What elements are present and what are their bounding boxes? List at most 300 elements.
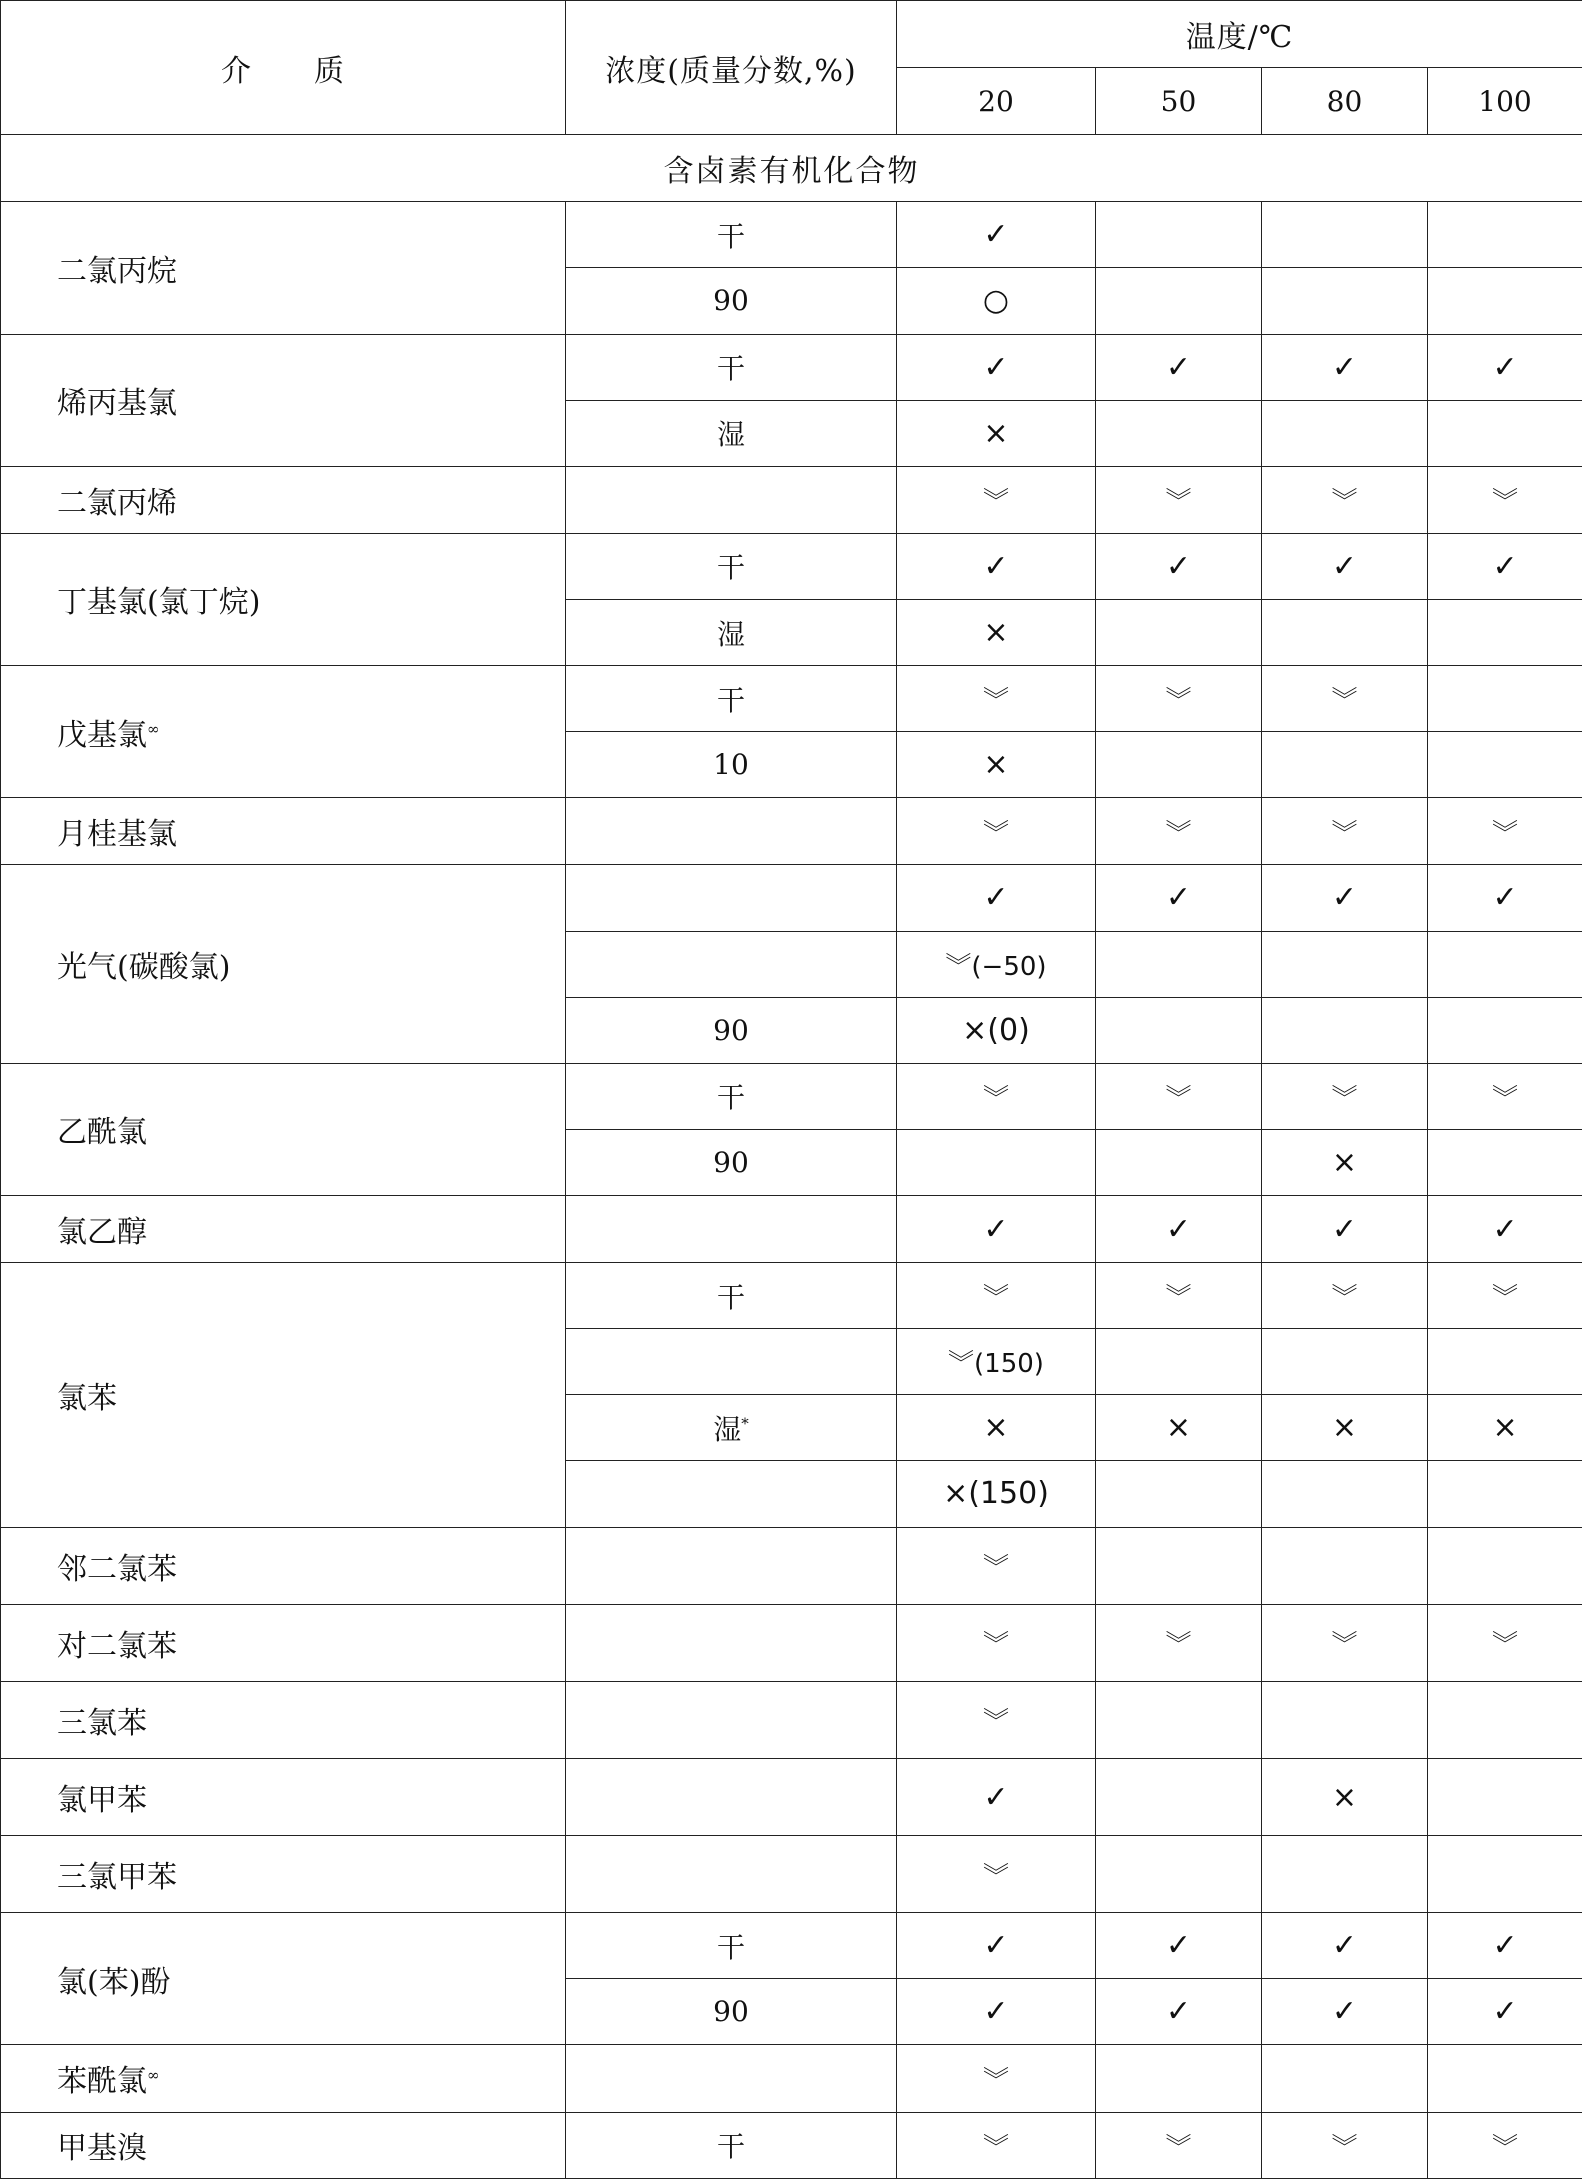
header-row-1 bbox=[1, 1, 1582, 68]
rating-cell-80 bbox=[1262, 1329, 1428, 1395]
rating-cell-80 bbox=[1262, 202, 1428, 268]
table-row bbox=[1, 1681, 1582, 1758]
header-temperature: 温度/℃ bbox=[897, 1, 1582, 68]
concentration-value: 干 bbox=[716, 352, 745, 386]
concentration-cell bbox=[566, 1395, 897, 1461]
rating-cell-20 bbox=[897, 1979, 1096, 2045]
rating-cell-50 bbox=[1096, 400, 1262, 466]
rating-mark: ︾ bbox=[982, 487, 1009, 518]
rating-cell-80 bbox=[1262, 400, 1428, 466]
rating-mark: ✓ bbox=[1165, 1994, 1192, 2030]
concentration-value: 干 bbox=[716, 683, 745, 717]
rating-cell-50 bbox=[1096, 1913, 1262, 1979]
table-row bbox=[1, 466, 1582, 533]
medium-cell bbox=[1, 865, 566, 1063]
rating-cell-100 bbox=[1428, 334, 1582, 400]
rating-mark: ︾ bbox=[982, 1283, 1009, 1314]
rating-cell-20 bbox=[897, 268, 1096, 334]
rating-mark: ✓ bbox=[1331, 548, 1358, 584]
table-row bbox=[1, 2112, 1582, 2178]
rating-cell-100 bbox=[1428, 400, 1582, 466]
rating-cell-50 bbox=[1096, 1681, 1262, 1758]
rating-mark: × bbox=[1331, 1144, 1358, 1180]
rating-mark: ︾ bbox=[1492, 1630, 1519, 1661]
rating-mark: ︾ bbox=[1165, 487, 1192, 518]
rating-cell-50 bbox=[1096, 2045, 1262, 2112]
rating-mark: ︾ bbox=[982, 2132, 1009, 2163]
rating-cell-50 bbox=[1096, 334, 1262, 400]
rating-cell-100 bbox=[1428, 732, 1582, 798]
rating-cell-80 bbox=[1262, 1195, 1428, 1262]
rating-mark: ︾ bbox=[982, 2065, 1009, 2096]
rating-mark: ✓ bbox=[1331, 1211, 1358, 1247]
rating-mark: ✓ bbox=[983, 880, 1009, 916]
rating-mark: ✓ bbox=[1492, 880, 1518, 916]
concentration-cell bbox=[566, 666, 897, 732]
rating-cell-100 bbox=[1428, 1195, 1582, 1262]
rating-mark: ︾ bbox=[1331, 487, 1358, 518]
rating-cell-20 bbox=[897, 1461, 1096, 1527]
rating-cell-20 bbox=[897, 2045, 1096, 2112]
rating-cell-50 bbox=[1096, 1329, 1262, 1395]
rating-mark: ︾(150) bbox=[948, 1349, 1044, 1380]
rating-cell-80 bbox=[1262, 1836, 1428, 1913]
header-temp-80: 80 bbox=[1262, 68, 1428, 135]
concentration-cell bbox=[566, 798, 897, 865]
concentration-value: 干 bbox=[716, 551, 745, 585]
table-row bbox=[1, 1263, 1582, 1329]
rating-cell-50 bbox=[1096, 202, 1262, 268]
rating-cell-20 bbox=[897, 1329, 1096, 1395]
medium-name: 氯苯 bbox=[57, 1380, 117, 1416]
table-row bbox=[1, 2045, 1582, 2112]
medium-name: 三氯甲苯 bbox=[57, 1860, 177, 1896]
rating-cell-20 bbox=[897, 466, 1096, 533]
rating-cell-20 bbox=[897, 202, 1096, 268]
rating-mark: × bbox=[1165, 1410, 1192, 1446]
concentration-value: 干 bbox=[716, 219, 745, 253]
rating-cell-20 bbox=[897, 732, 1096, 798]
section-title: 含卤素有机化合物 bbox=[1, 135, 1582, 202]
medium-name: 氯(苯)酚 bbox=[57, 1964, 171, 2000]
table-body bbox=[1, 1, 1582, 2179]
table-row bbox=[1, 533, 1582, 599]
rating-cell-80 bbox=[1262, 1681, 1428, 1758]
rating-cell-20 bbox=[897, 997, 1096, 1063]
rating-cell-20 bbox=[897, 1913, 1096, 1979]
header-temp-50: 50 bbox=[1096, 68, 1262, 135]
concentration-value: 10 bbox=[713, 748, 749, 782]
concentration-cell bbox=[566, 466, 897, 533]
rating-cell-80 bbox=[1262, 666, 1428, 732]
rating-cell-100 bbox=[1428, 865, 1582, 931]
rating-cell-50 bbox=[1096, 466, 1262, 533]
rating-mark: ✓ bbox=[1165, 880, 1192, 916]
rating-mark: ︾ bbox=[1331, 686, 1358, 717]
concentration-value: 90 bbox=[713, 1995, 749, 2029]
concentration-cell bbox=[566, 1195, 897, 1262]
rating-mark: ✓ bbox=[1492, 349, 1518, 385]
rating-mark: × bbox=[1331, 1410, 1358, 1446]
rating-mark: ✓ bbox=[983, 217, 1009, 253]
rating-cell-100 bbox=[1428, 1063, 1582, 1129]
medium-name: 乙酰氯 bbox=[57, 1115, 147, 1151]
concentration-cell bbox=[566, 1263, 897, 1329]
medium-cell bbox=[1, 466, 566, 533]
rating-cell-50 bbox=[1096, 931, 1262, 997]
table-row bbox=[1, 798, 1582, 865]
rating-mark: ︾ bbox=[982, 1861, 1009, 1892]
rating-mark: ✓ bbox=[1492, 1211, 1518, 1247]
concentration-cell bbox=[566, 1758, 897, 1835]
rating-mark: ✓ bbox=[983, 548, 1009, 584]
rating-cell-80 bbox=[1262, 1263, 1428, 1329]
rating-cell-100 bbox=[1428, 2045, 1582, 2112]
concentration-cell bbox=[566, 1527, 897, 1604]
rating-cell-50 bbox=[1096, 1527, 1262, 1604]
rating-cell-80 bbox=[1262, 732, 1428, 798]
rating-cell-20 bbox=[897, 1758, 1096, 1835]
medium-name: 丁基氯(氯丁烷) bbox=[57, 585, 261, 621]
rating-cell-80 bbox=[1262, 1527, 1428, 1604]
rating-cell-100 bbox=[1428, 1329, 1582, 1395]
rating-cell-80 bbox=[1262, 533, 1428, 599]
rating-mark: ︾ bbox=[1492, 818, 1519, 849]
rating-mark: ✓ bbox=[1492, 548, 1518, 584]
rating-cell-80 bbox=[1262, 1063, 1428, 1129]
rating-mark: ︾ bbox=[982, 1083, 1009, 1114]
concentration-footnote-mark: * bbox=[741, 1414, 749, 1433]
rating-mark: ︾ bbox=[1165, 2132, 1192, 2163]
concentration-value: 90 bbox=[713, 1145, 749, 1179]
concentration-value: 湿 bbox=[716, 418, 745, 452]
rating-mark: ︾ bbox=[1492, 1083, 1519, 1114]
rating-cell-100 bbox=[1428, 666, 1582, 732]
rating-cell-50 bbox=[1096, 1129, 1262, 1195]
rating-cell-50 bbox=[1096, 1263, 1262, 1329]
rating-cell-20 bbox=[897, 666, 1096, 732]
concentration-cell bbox=[566, 1913, 897, 1979]
rating-mark: ✓ bbox=[1492, 1994, 1518, 2030]
rating-mark: ︾ bbox=[982, 686, 1009, 717]
rating-mark: ✓ bbox=[983, 1779, 1009, 1815]
rating-cell-20 bbox=[897, 1195, 1096, 1262]
rating-cell-50 bbox=[1096, 1979, 1262, 2045]
rating-cell-50 bbox=[1096, 1195, 1262, 1262]
rating-cell-100 bbox=[1428, 2112, 1582, 2178]
rating-cell-50 bbox=[1096, 599, 1262, 665]
medium-name: 三氯苯 bbox=[57, 1705, 147, 1741]
rating-cell-20 bbox=[897, 400, 1096, 466]
medium-cell bbox=[1, 2045, 566, 2112]
table-row bbox=[1, 1913, 1582, 1979]
rating-cell-50 bbox=[1096, 533, 1262, 599]
medium-cell bbox=[1, 202, 566, 334]
rating-mark: ×(0) bbox=[962, 1012, 1030, 1048]
rating-mark: ✓ bbox=[1331, 880, 1358, 916]
medium-cell bbox=[1, 1758, 566, 1835]
rating-mark: ︾ bbox=[1165, 1283, 1192, 1314]
medium-cell bbox=[1, 2112, 566, 2178]
rating-cell-20 bbox=[897, 533, 1096, 599]
medium-name: 二氯丙烯 bbox=[57, 485, 177, 521]
concentration-cell bbox=[566, 865, 897, 931]
rating-mark: ︾ bbox=[982, 818, 1009, 849]
rating-cell-50 bbox=[1096, 268, 1262, 334]
rating-mark: ︾ bbox=[1165, 1630, 1192, 1661]
rating-cell-80 bbox=[1262, 1913, 1428, 1979]
rating-cell-100 bbox=[1428, 1263, 1582, 1329]
rating-cell-50 bbox=[1096, 1461, 1262, 1527]
rating-mark: ︾ bbox=[982, 1707, 1009, 1738]
rating-mark: ✓ bbox=[1165, 548, 1192, 584]
rating-cell-50 bbox=[1096, 798, 1262, 865]
medium-cell bbox=[1, 1913, 566, 2045]
rating-cell-50 bbox=[1096, 1604, 1262, 1681]
concentration-cell bbox=[566, 997, 897, 1063]
medium-name: 对二氯苯 bbox=[57, 1628, 177, 1664]
medium-cell bbox=[1, 798, 566, 865]
table-row bbox=[1, 1527, 1582, 1604]
medium-cell bbox=[1, 1063, 566, 1195]
rating-cell-50 bbox=[1096, 865, 1262, 931]
rating-mark: × bbox=[1331, 1779, 1358, 1815]
medium-name: 戊基氯 bbox=[57, 717, 147, 753]
table-row bbox=[1, 1063, 1582, 1129]
rating-mark: ︾ bbox=[982, 1630, 1009, 1661]
rating-cell-100 bbox=[1428, 268, 1582, 334]
medium-name: 苯酰氯 bbox=[57, 2064, 147, 2100]
medium-name: 邻二氯苯 bbox=[57, 1551, 177, 1587]
medium-name: 氯乙醇 bbox=[57, 1215, 147, 1251]
rating-cell-80 bbox=[1262, 466, 1428, 533]
concentration-value: 90 bbox=[713, 284, 749, 318]
concentration-cell bbox=[566, 2045, 897, 2112]
medium-cell bbox=[1, 1527, 566, 1604]
rating-mark: ✓ bbox=[983, 349, 1009, 385]
rating-mark: ✓ bbox=[1492, 1928, 1518, 1964]
rating-mark: ✓ bbox=[1165, 1928, 1192, 1964]
rating-mark: ︾ bbox=[1492, 2132, 1519, 2163]
medium-name: 二氯丙烷 bbox=[57, 253, 177, 289]
rating-mark: ✓ bbox=[983, 1211, 1009, 1247]
rating-mark: ︾ bbox=[1492, 1283, 1519, 1314]
concentration-cell bbox=[566, 1329, 897, 1395]
rating-cell-50 bbox=[1096, 666, 1262, 732]
rating-cell-80 bbox=[1262, 334, 1428, 400]
medium-footnote-mark: ∞ bbox=[147, 2066, 160, 2085]
table-row bbox=[1, 1195, 1582, 1262]
rating-mark: ︾ bbox=[982, 1553, 1009, 1584]
rating-cell-100 bbox=[1428, 1758, 1582, 1835]
rating-mark: ✓ bbox=[1331, 349, 1358, 385]
rating-mark: ○ bbox=[982, 283, 1010, 319]
rating-mark: ✓ bbox=[983, 1928, 1009, 1964]
concentration-cell bbox=[566, 533, 897, 599]
concentration-cell bbox=[566, 1063, 897, 1129]
concentration-cell bbox=[566, 400, 897, 466]
rating-mark: ✓ bbox=[1165, 1211, 1192, 1247]
rating-cell-50 bbox=[1096, 1758, 1262, 1835]
rating-cell-50 bbox=[1096, 997, 1262, 1063]
table-row bbox=[1, 1836, 1582, 1913]
concentration-cell bbox=[566, 1681, 897, 1758]
concentration-value: 干 bbox=[716, 1930, 745, 1964]
rating-cell-80 bbox=[1262, 2112, 1428, 2178]
rating-cell-80 bbox=[1262, 931, 1428, 997]
rating-mark: × bbox=[983, 415, 1009, 451]
rating-mark: ︾ bbox=[1165, 1083, 1192, 1114]
rating-cell-50 bbox=[1096, 1063, 1262, 1129]
rating-cell-20 bbox=[897, 1063, 1096, 1129]
rating-mark: ︾ bbox=[1165, 818, 1192, 849]
rating-cell-20 bbox=[897, 334, 1096, 400]
rating-cell-100 bbox=[1428, 1913, 1582, 1979]
medium-name: 光气(碳酸氯) bbox=[57, 950, 231, 986]
rating-cell-100 bbox=[1428, 1604, 1582, 1681]
rating-mark: × bbox=[983, 747, 1009, 783]
concentration-cell bbox=[566, 931, 897, 997]
rating-cell-50 bbox=[1096, 2112, 1262, 2178]
concentration-cell bbox=[566, 1461, 897, 1527]
rating-cell-50 bbox=[1096, 732, 1262, 798]
rating-cell-100 bbox=[1428, 533, 1582, 599]
concentration-value: 干 bbox=[716, 1280, 745, 1314]
rating-cell-100 bbox=[1428, 1129, 1582, 1195]
concentration-value: 干 bbox=[716, 2130, 745, 2164]
rating-cell-80 bbox=[1262, 599, 1428, 665]
medium-cell bbox=[1, 1681, 566, 1758]
concentration-cell bbox=[566, 732, 897, 798]
rating-cell-80 bbox=[1262, 1461, 1428, 1527]
rating-cell-20 bbox=[897, 1604, 1096, 1681]
medium-name: 氯甲苯 bbox=[57, 1783, 147, 1818]
concentration-cell bbox=[566, 1979, 897, 2045]
table-row bbox=[1, 202, 1582, 268]
rating-cell-100 bbox=[1428, 931, 1582, 997]
rating-cell-80 bbox=[1262, 798, 1428, 865]
medium-footnote-mark: ∞ bbox=[147, 719, 160, 738]
rating-cell-80 bbox=[1262, 1758, 1428, 1835]
header-concentration: 浓度(质量分数,%) bbox=[566, 1, 897, 135]
rating-mark: ✓ bbox=[1331, 1994, 1358, 2030]
rating-cell-20 bbox=[897, 798, 1096, 865]
rating-cell-80 bbox=[1262, 268, 1428, 334]
medium-cell bbox=[1, 1263, 566, 1527]
rating-cell-20 bbox=[897, 1836, 1096, 1913]
rating-cell-100 bbox=[1428, 466, 1582, 533]
medium-name: 烯丙基氯 bbox=[57, 386, 177, 422]
concentration-cell bbox=[566, 599, 897, 665]
rating-mark: ×(150) bbox=[943, 1476, 1049, 1512]
rating-cell-20 bbox=[897, 931, 1096, 997]
medium-cell bbox=[1, 1604, 566, 1681]
rating-cell-80 bbox=[1262, 865, 1428, 931]
table-row bbox=[1, 1604, 1582, 1681]
rating-mark: × bbox=[983, 615, 1009, 651]
rating-cell-100 bbox=[1428, 1527, 1582, 1604]
section-row bbox=[1, 135, 1582, 202]
rating-cell-50 bbox=[1096, 1836, 1262, 1913]
rating-mark: ︾ bbox=[1331, 1283, 1358, 1314]
rating-cell-20 bbox=[897, 2112, 1096, 2178]
rating-cell-80 bbox=[1262, 1395, 1428, 1461]
concentration-value: 干 bbox=[716, 1081, 745, 1115]
table-row bbox=[1, 1758, 1582, 1835]
rating-mark: ︾ bbox=[1331, 2132, 1358, 2163]
rating-cell-50 bbox=[1096, 1395, 1262, 1461]
table-row bbox=[1, 334, 1582, 400]
rating-cell-100 bbox=[1428, 1395, 1582, 1461]
concentration-value: 湿 bbox=[716, 617, 745, 651]
rating-cell-100 bbox=[1428, 1461, 1582, 1527]
rating-cell-20 bbox=[897, 1527, 1096, 1604]
table-row bbox=[1, 666, 1582, 732]
rating-mark: ✓ bbox=[1331, 1928, 1358, 1964]
rating-cell-20 bbox=[897, 1263, 1096, 1329]
medium-cell bbox=[1, 334, 566, 466]
rating-cell-100 bbox=[1428, 1681, 1582, 1758]
rating-cell-20 bbox=[897, 599, 1096, 665]
rating-mark: × bbox=[1492, 1410, 1518, 1446]
concentration-cell bbox=[566, 268, 897, 334]
rating-cell-100 bbox=[1428, 997, 1582, 1063]
rating-cell-80 bbox=[1262, 1129, 1428, 1195]
rating-cell-100 bbox=[1428, 202, 1582, 268]
rating-mark: ︾ bbox=[1331, 1630, 1358, 1661]
concentration-cell bbox=[566, 334, 897, 400]
rating-cell-100 bbox=[1428, 1979, 1582, 2045]
rating-mark: ︾ bbox=[1165, 686, 1192, 717]
rating-cell-20 bbox=[897, 1395, 1096, 1461]
rating-cell-80 bbox=[1262, 2045, 1428, 2112]
table-row bbox=[1, 865, 1582, 931]
concentration-cell bbox=[566, 1836, 897, 1913]
rating-mark: ︾ bbox=[1331, 818, 1358, 849]
medium-cell bbox=[1, 533, 566, 665]
header-medium: 介 质 bbox=[1, 1, 566, 135]
rating-mark: ✓ bbox=[983, 1994, 1009, 2030]
rating-cell-20 bbox=[897, 865, 1096, 931]
medium-name: 甲基溴 bbox=[57, 2131, 147, 2167]
concentration-value: 90 bbox=[713, 1013, 749, 1047]
medium-name: 月桂基氯 bbox=[57, 817, 177, 853]
medium-cell bbox=[1, 1195, 566, 1262]
rating-cell-80 bbox=[1262, 1604, 1428, 1681]
rating-cell-20 bbox=[897, 1681, 1096, 1758]
rating-mark: × bbox=[983, 1410, 1009, 1446]
concentration-cell bbox=[566, 1604, 897, 1681]
rating-mark: ✓ bbox=[1165, 349, 1192, 385]
medium-cell bbox=[1, 1836, 566, 1913]
rating-cell-100 bbox=[1428, 599, 1582, 665]
medium-cell bbox=[1, 666, 566, 798]
rating-mark: ︾(−50) bbox=[945, 951, 1047, 982]
rating-cell-80 bbox=[1262, 1979, 1428, 2045]
concentration-cell bbox=[566, 202, 897, 268]
rating-cell-100 bbox=[1428, 1836, 1582, 1913]
rating-mark: ︾ bbox=[1492, 487, 1519, 518]
rating-cell-20 bbox=[897, 1129, 1096, 1195]
rating-mark: ︾ bbox=[1331, 1083, 1358, 1114]
header-temp-100: 100 bbox=[1428, 68, 1582, 135]
header-temp-20: 20 bbox=[897, 68, 1096, 135]
concentration-cell bbox=[566, 2112, 897, 2178]
rating-cell-100 bbox=[1428, 798, 1582, 865]
concentration-cell bbox=[566, 1129, 897, 1195]
rating-cell-80 bbox=[1262, 997, 1428, 1063]
concentration-value: 湿 bbox=[713, 1412, 742, 1446]
